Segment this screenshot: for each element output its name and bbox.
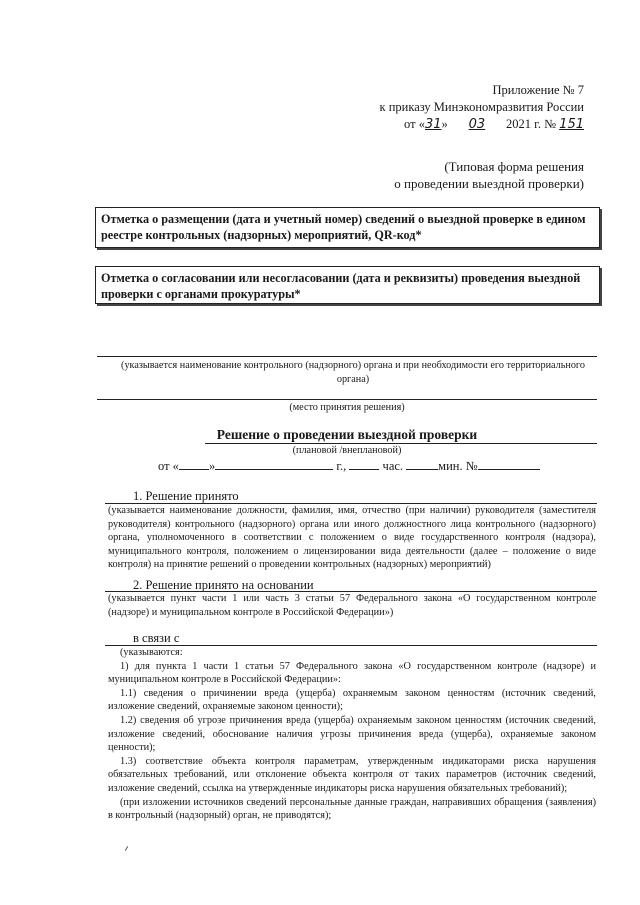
organ-name-hint: (указывается наименование контрольного (надзорного) органа и при необходимости его территориального органа) <box>121 360 585 385</box>
section3-body <box>108 646 596 823</box>
section3-note: (при изложении источников сведений персональные данные граждан, направивших обращения (заявления) в контрольный (надзорный) орган, не приводятся); <box>108 796 596 822</box>
appendix-header <box>380 82 585 133</box>
appendix-number: Приложение № 7 <box>492 83 584 97</box>
check-type-hint: (плановой /внеплановой) <box>292 445 402 456</box>
section3-item-1-2: 1.2) сведения об угрозе причинения вреда (ущерба) охраняемым законом ценностям (источник сведений, изложение сведений, обоснование наличия угрозы причинения вреда (ущерба), охраняемые законом ценности); <box>108 714 596 754</box>
form-type-note: (Типовая форма решения о проведении выездной проверки) <box>394 159 584 191</box>
section3-item-1-3: 1.3) соответствие объекта контроля параметрам, утвержденным индикаторами риска нарушения обязательных требований, или отклонение объекта контроля от таких параметров (источник сведений, изложение сведений, ссылка на утвержденные индикаторы риска нарушения обязательных требований); <box>108 755 596 794</box>
place-line <box>97 399 597 400</box>
document-title: Решение о проведении выездной проверки <box>216 427 478 442</box>
section3-heading: в связи с <box>133 631 180 645</box>
registry-mark-box: Отметка о размещении (дата и учетный номер) сведений о выездной проверке в едином реестре контрольных (надзорных) мероприятий, QR-код* <box>95 207 600 248</box>
appendix-date-line: от «31» 03 2021 г. № 151 <box>404 117 584 132</box>
handwritten-month: 03 <box>468 117 486 132</box>
section3-item-1: 1) для пункта 1 части 1 статьи 57 Федерального закона «О государственном контроле (надзоре) и муниципальном контроле в Российской Федерации»: <box>108 660 596 686</box>
decision-date-line: от « » г., час. мин. № <box>158 458 540 474</box>
section1-heading: 1. Решение принято <box>133 489 239 503</box>
handwritten-day: 31 <box>424 117 442 132</box>
section3-item-1-1: 1.1) сведения о причинении вреда (ущерба) охраняемым законом ценностям (источник сведений, изложение сведений, охраняемые законом ценности); <box>108 687 596 713</box>
stray-mark <box>125 846 128 851</box>
appendix-order: к приказу Минэкономразвития России <box>379 100 584 114</box>
place-hint: (место принятия решения) <box>289 402 405 413</box>
section3-intro: (указываются: <box>120 647 183 658</box>
organ-name-line <box>97 356 597 357</box>
prosecutor-approval-box: Отметка о согласовании или несогласовании (дата и реквизиты) проведения выездной проверки с органами прокуратуры* <box>95 266 600 304</box>
section2-heading: 2. Решение принято на основании <box>133 578 314 592</box>
section2-text: (указывается пункт части 1 или часть 3 статьи 57 Федерального закона «О государственном контроле (надзоре) и муниципальном контроле в Российской Федерации») <box>108 593 596 618</box>
handwritten-order-number: 151 <box>559 117 584 132</box>
section1-text: (указывается наименование должности, фамилия, имя, отчество (при наличии) руководителя (заместителя руководителя) контрольного (надзорного) органа или иного должностного лица контрольного (надзорного) органа, уполномоченного в соответствии с положением о виде государственного контроля (надзора), муниципального контроля, положением о лицензировании вида деятельности (далее – положение о виде контроля) на принятие решений о проведении контрольных (надзорных) мероприятий) <box>108 505 596 571</box>
